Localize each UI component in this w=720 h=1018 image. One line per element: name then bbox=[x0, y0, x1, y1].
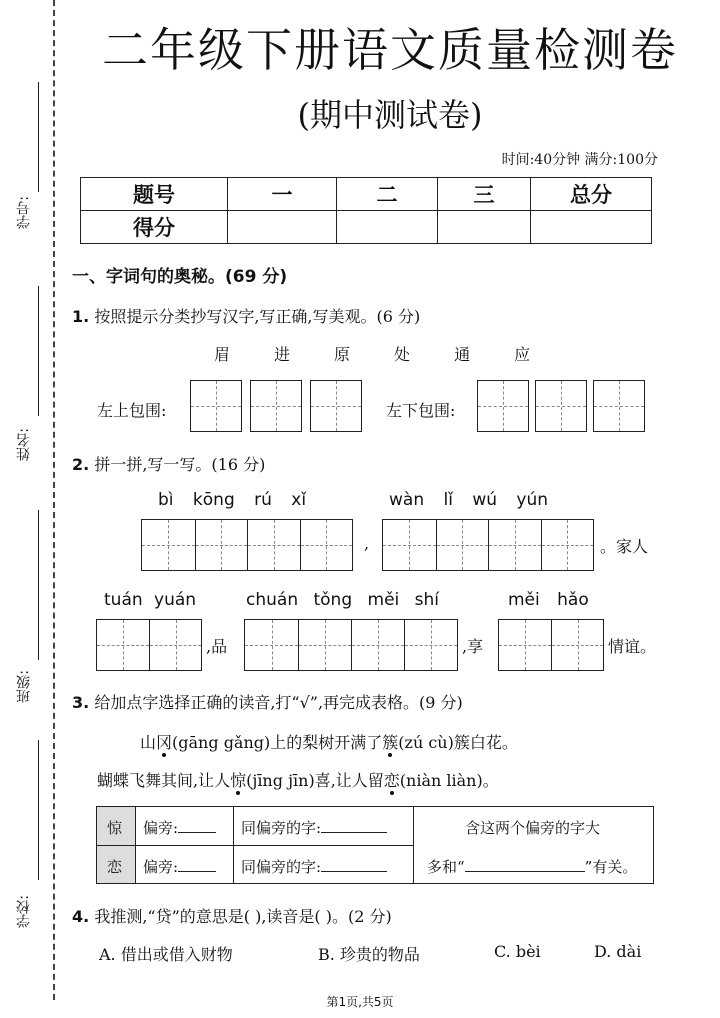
option-c[interactable]: C. bèi bbox=[494, 942, 541, 961]
answer-blank[interactable] bbox=[465, 871, 585, 872]
q3-same-2: 同偏旁的字: bbox=[241, 856, 387, 877]
q3-table bbox=[96, 806, 654, 884]
q2-text-xiang: ,享 bbox=[462, 637, 484, 656]
question-number: 2. bbox=[72, 455, 90, 474]
answer-blank[interactable] bbox=[321, 871, 387, 872]
xingming-label: 姓名: bbox=[16, 428, 32, 461]
score-header-cell: 总分 bbox=[531, 178, 652, 211]
score-header-row bbox=[81, 178, 652, 211]
q2-text-qingyi: 情谊。 bbox=[608, 637, 657, 656]
q3-sentence-1 bbox=[140, 730, 518, 753]
xuehao-label: 学号: bbox=[16, 196, 32, 229]
score-header-cell: 一 bbox=[228, 178, 337, 211]
q2-text-jiaren: 。家人 bbox=[600, 537, 649, 556]
dotted-char: 簇 bbox=[382, 733, 399, 752]
option-a[interactable]: A. 借出或借入财物 bbox=[99, 945, 233, 964]
score-cell[interactable] bbox=[438, 211, 531, 244]
question-2 bbox=[72, 452, 265, 475]
question-1 bbox=[72, 304, 420, 327]
question-number: 1. bbox=[72, 307, 90, 326]
q1-char: 应 bbox=[514, 345, 531, 364]
answer-blank[interactable] bbox=[321, 832, 387, 833]
xuexiao-line bbox=[38, 740, 39, 880]
score-header-cell: 三 bbox=[438, 178, 531, 211]
punct-comma: , bbox=[364, 534, 370, 553]
xingming-line bbox=[38, 286, 39, 416]
option-d[interactable]: D. dài bbox=[594, 942, 642, 961]
score-cell[interactable] bbox=[531, 211, 652, 244]
question-text: 按照提示分类抄写汉字,写正确,写美观。(6 分) bbox=[94, 307, 421, 326]
text-fragment: 山 bbox=[140, 733, 157, 752]
dotted-char: 惊 bbox=[230, 771, 247, 790]
option-b[interactable]: B. 珍贵的物品 bbox=[318, 945, 420, 964]
section-1-heading: 一、字词句的奥秘。(69 分) bbox=[72, 267, 288, 287]
text-fragment: (zú cù)簇白花。 bbox=[398, 733, 518, 752]
pinyin-wanliwuyun: wàn lǐ wú yún bbox=[389, 490, 549, 510]
exam-subtitle: (期中测试卷) bbox=[297, 96, 483, 134]
question-text: 给加点字选择正确的读音,打“√”,再完成表格。(9 分) bbox=[94, 693, 463, 712]
pinyin-meihao: měi hǎo bbox=[508, 590, 589, 610]
text-fragment: (gāng gǎng)上的梨树开满了 bbox=[172, 733, 383, 752]
q2-text-pin: ,品 bbox=[206, 637, 228, 656]
score-value-row bbox=[81, 211, 652, 244]
writing-box[interactable] bbox=[477, 380, 529, 432]
time-info: 时间:40分钟 满分:100分 bbox=[501, 152, 658, 168]
banji-label: 班级: bbox=[16, 670, 32, 703]
pinyin-tuanyuan: tuán yuán bbox=[104, 590, 197, 610]
q3-same-1: 同偏旁的字: bbox=[241, 817, 387, 838]
answer-blank[interactable] bbox=[178, 832, 216, 833]
answer-blank[interactable] bbox=[178, 871, 216, 872]
question-3 bbox=[72, 690, 463, 713]
score-header-cell: 二 bbox=[337, 178, 438, 211]
text-fragment: (niàn liàn)。 bbox=[399, 771, 499, 790]
question-text: 拼一拼,写一写。(16 分) bbox=[94, 455, 266, 474]
question-text: 我推测,“贷”的意思是( ),读音是( )。(2 分) bbox=[94, 907, 392, 926]
q3-sentence-2 bbox=[97, 768, 499, 791]
score-cell[interactable] bbox=[337, 211, 438, 244]
question-4 bbox=[72, 904, 392, 927]
writing-grid[interactable] bbox=[498, 619, 604, 671]
pinyin-biokongruxi: bì kōng rú xǐ bbox=[158, 490, 307, 510]
q1-char: 通 bbox=[454, 345, 471, 364]
score-header-cell: 题号 bbox=[81, 178, 228, 211]
q1-char: 眉 bbox=[214, 345, 231, 364]
writing-box[interactable] bbox=[250, 380, 302, 432]
text-fragment: (jīng jīn)喜,让人留 bbox=[246, 771, 384, 790]
q3-right-text-2: 多和“ ”有关。 bbox=[427, 858, 638, 876]
score-cell[interactable] bbox=[228, 211, 337, 244]
score-row-label: 得分 bbox=[81, 211, 228, 244]
text-fragment: 蝴蝶飞舞其间,让人 bbox=[97, 771, 231, 790]
question-number: 4. bbox=[72, 907, 90, 926]
dotted-char: 冈 bbox=[156, 733, 173, 752]
exam-title: 二年级下册语文质量检测卷 bbox=[102, 23, 678, 77]
writing-grid[interactable] bbox=[96, 619, 202, 671]
banji-line bbox=[38, 510, 39, 660]
q1-char: 处 bbox=[394, 345, 411, 364]
q1-char: 原 bbox=[334, 345, 351, 364]
q3-pianpang-1: 偏旁: bbox=[143, 817, 216, 838]
q3-right-text-1: 含这两个偏旁的字大 bbox=[465, 819, 601, 837]
pinyin-chuantongmeishi: chuán tǒng měi shí bbox=[246, 590, 440, 610]
q3-pianpang-2: 偏旁: bbox=[143, 856, 216, 877]
writing-box[interactable] bbox=[535, 380, 587, 432]
writing-grid[interactable] bbox=[382, 519, 594, 571]
writing-grid[interactable] bbox=[244, 619, 458, 671]
page-footer: 第1页,共5页 bbox=[326, 995, 394, 1009]
xuexiao-label: 学校: bbox=[16, 895, 32, 928]
q1-left-label: 左上包围: bbox=[97, 401, 167, 420]
writing-box[interactable] bbox=[593, 380, 645, 432]
q1-char: 进 bbox=[274, 345, 291, 364]
writing-box[interactable] bbox=[190, 380, 242, 432]
dotted-char: 恋 bbox=[383, 771, 400, 790]
score-table bbox=[80, 177, 652, 244]
question-number: 3. bbox=[72, 693, 90, 712]
q1-char-list bbox=[214, 342, 574, 365]
xuehao-line bbox=[38, 82, 39, 192]
q1-right-label: 左下包围: bbox=[386, 401, 456, 420]
writing-grid[interactable] bbox=[141, 519, 353, 571]
binding-dashed-line bbox=[53, 0, 55, 1000]
q3-char-lian: 恋 bbox=[107, 858, 123, 876]
q3-char-jing: 惊 bbox=[107, 819, 123, 837]
writing-box[interactable] bbox=[310, 380, 362, 432]
